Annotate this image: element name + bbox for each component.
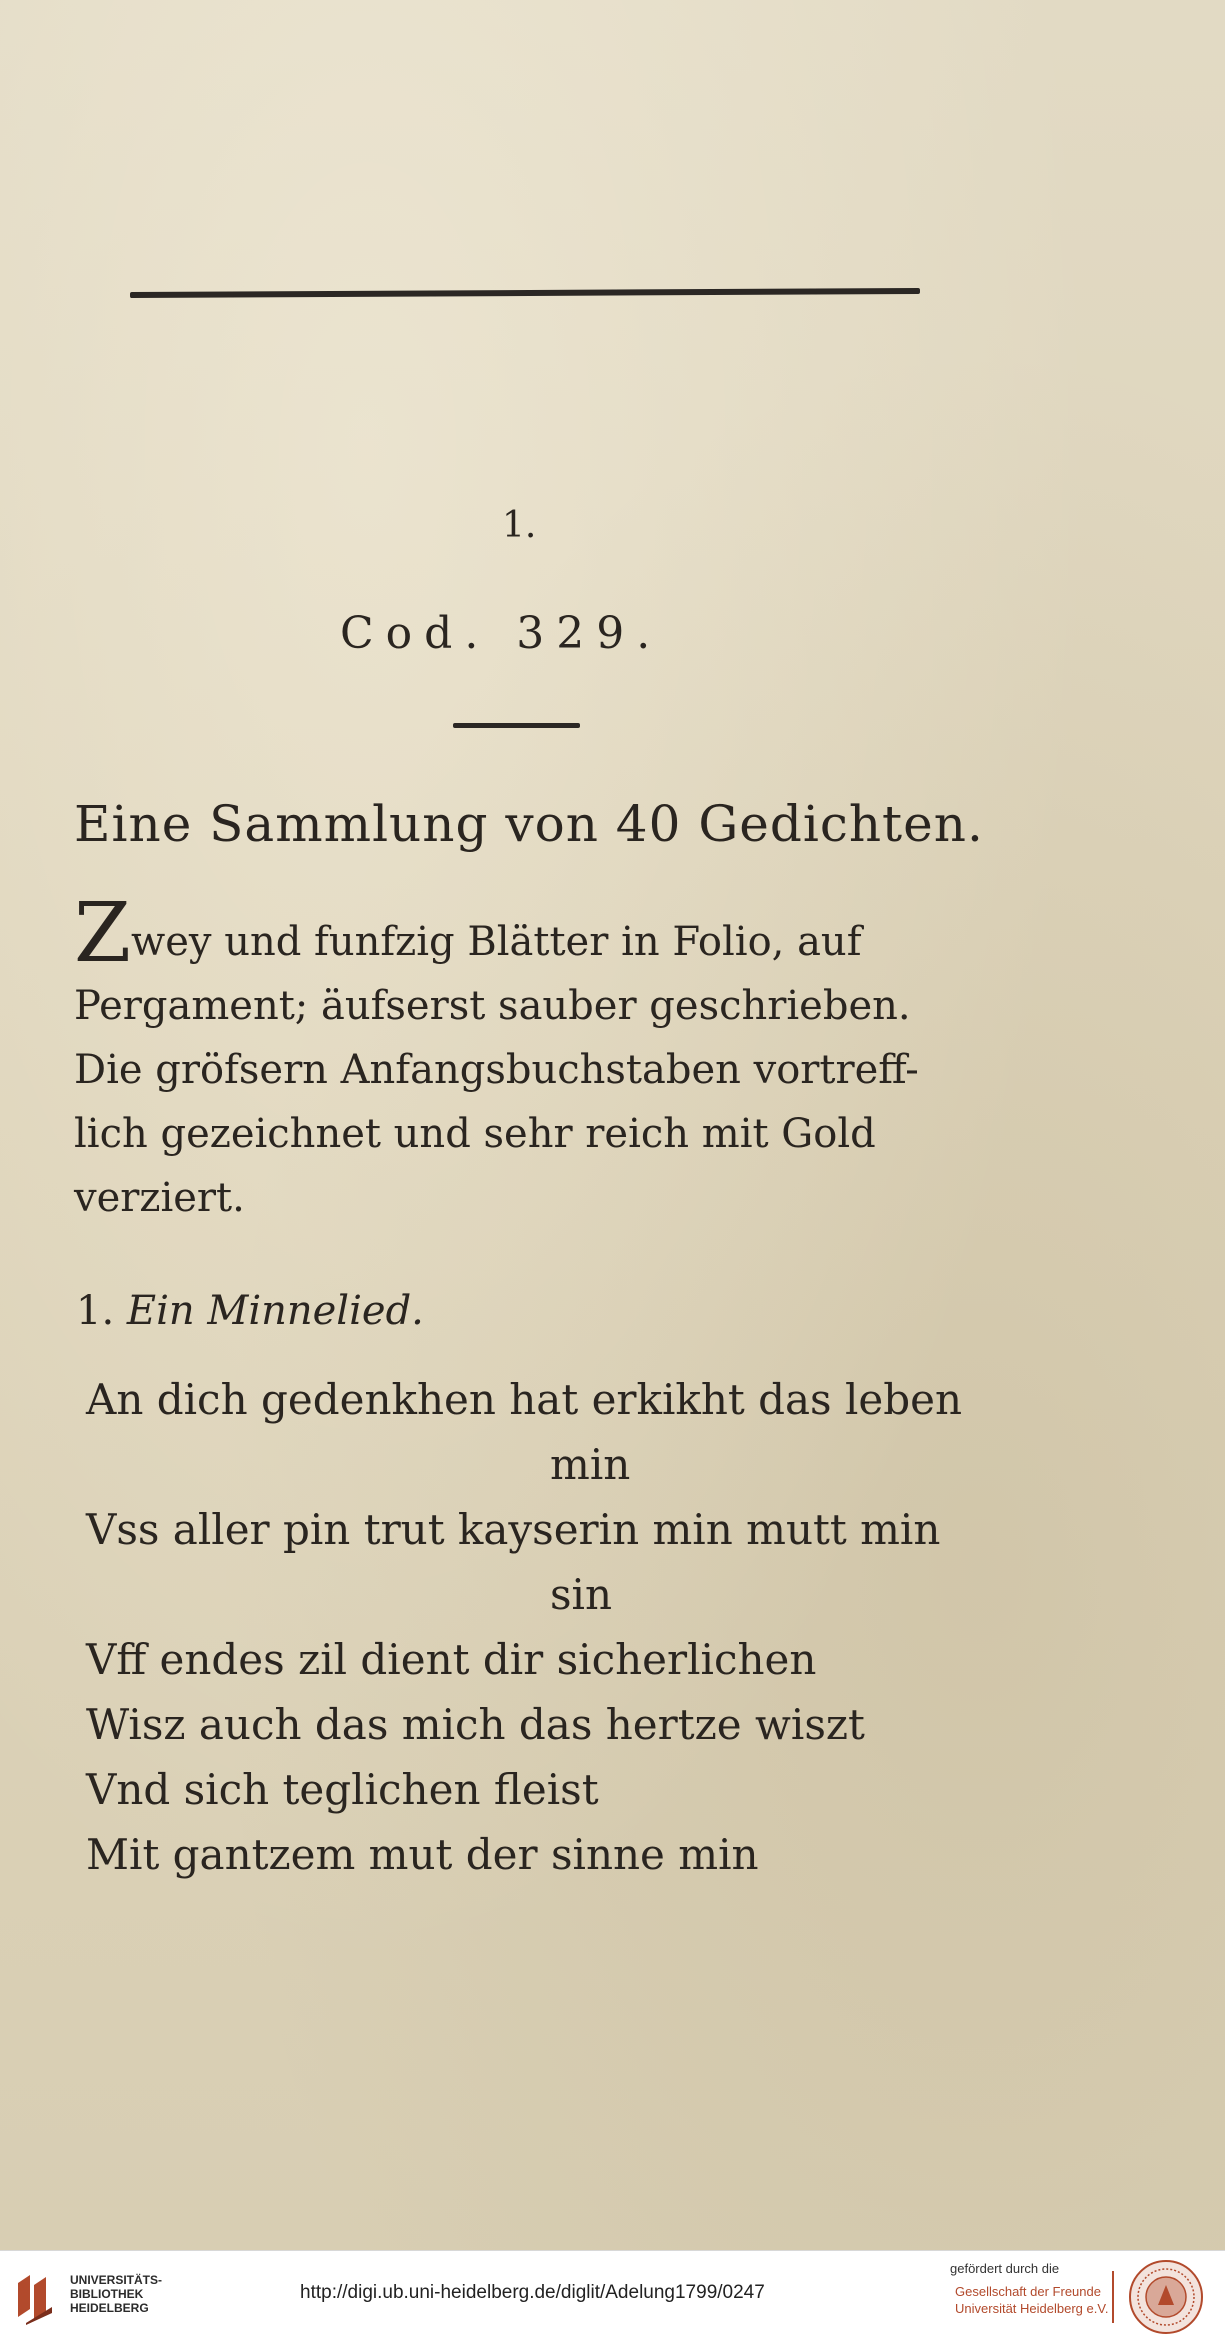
library-name: UNIVERSITÄTS- BIBLIOTHEK HEIDELBERG	[70, 2273, 163, 2315]
description-line: Die gröfsern Anfangsbuchstaben vortreff-	[74, 1047, 919, 1093]
top-divider-rule	[130, 288, 920, 298]
short-divider-rule	[453, 723, 580, 728]
description-line: lich gezeichnet und sehr reich mit Gold	[74, 1111, 876, 1157]
description-line: Pergament; äufserst sauber geschrieben.	[74, 983, 911, 1029]
university-seal-icon	[1128, 2259, 1204, 2335]
verse-line: Mit gantzem mut der sinne min	[86, 1830, 759, 1879]
description-line: Zwey und funfzig Blätter in Folio, auf	[74, 886, 862, 981]
poem-heading	[76, 1288, 424, 1334]
poem-number: 1.	[76, 1288, 115, 1334]
manuscript-description	[74, 886, 974, 1230]
section-number: 1.	[502, 505, 537, 546]
verse-line: sin	[550, 1570, 613, 1619]
description-line: verziert.	[74, 1175, 245, 1221]
drop-cap: Z	[74, 886, 131, 981]
ub-logo-icon	[12, 2269, 58, 2325]
footer-bar	[0, 2250, 1225, 2338]
permalink-url[interactable]: http://digi.ub.uni-heidelberg.de/diglit/Adelung1799/0247	[300, 2282, 765, 2303]
verse-line: Vff endes zil dient dir sicherlichen	[86, 1635, 817, 1684]
verse-line: Vss aller pin trut kayserin min mutt min	[86, 1505, 941, 1554]
footer-divider	[1112, 2271, 1114, 2323]
verse-line: An dich gedenkhen hat erkikht das leben	[86, 1375, 963, 1424]
verse-line: Wisz auch das mich das hertze wiszt	[86, 1700, 865, 1749]
verse-line: Vnd sich teglichen fleist	[86, 1765, 599, 1814]
funder-name: Gesellschaft der Freunde Universität Heidelberg e.V.	[955, 2284, 1109, 2316]
collection-title: Eine Sammlung von 40 Gedichten.	[74, 795, 984, 853]
codex-label: Cod. 329.	[340, 608, 663, 659]
poem-title: Ein Minnelied.	[126, 1288, 424, 1334]
funded-by-label: gefördert durch die	[950, 2261, 1060, 2276]
verse-line: min	[550, 1440, 631, 1489]
